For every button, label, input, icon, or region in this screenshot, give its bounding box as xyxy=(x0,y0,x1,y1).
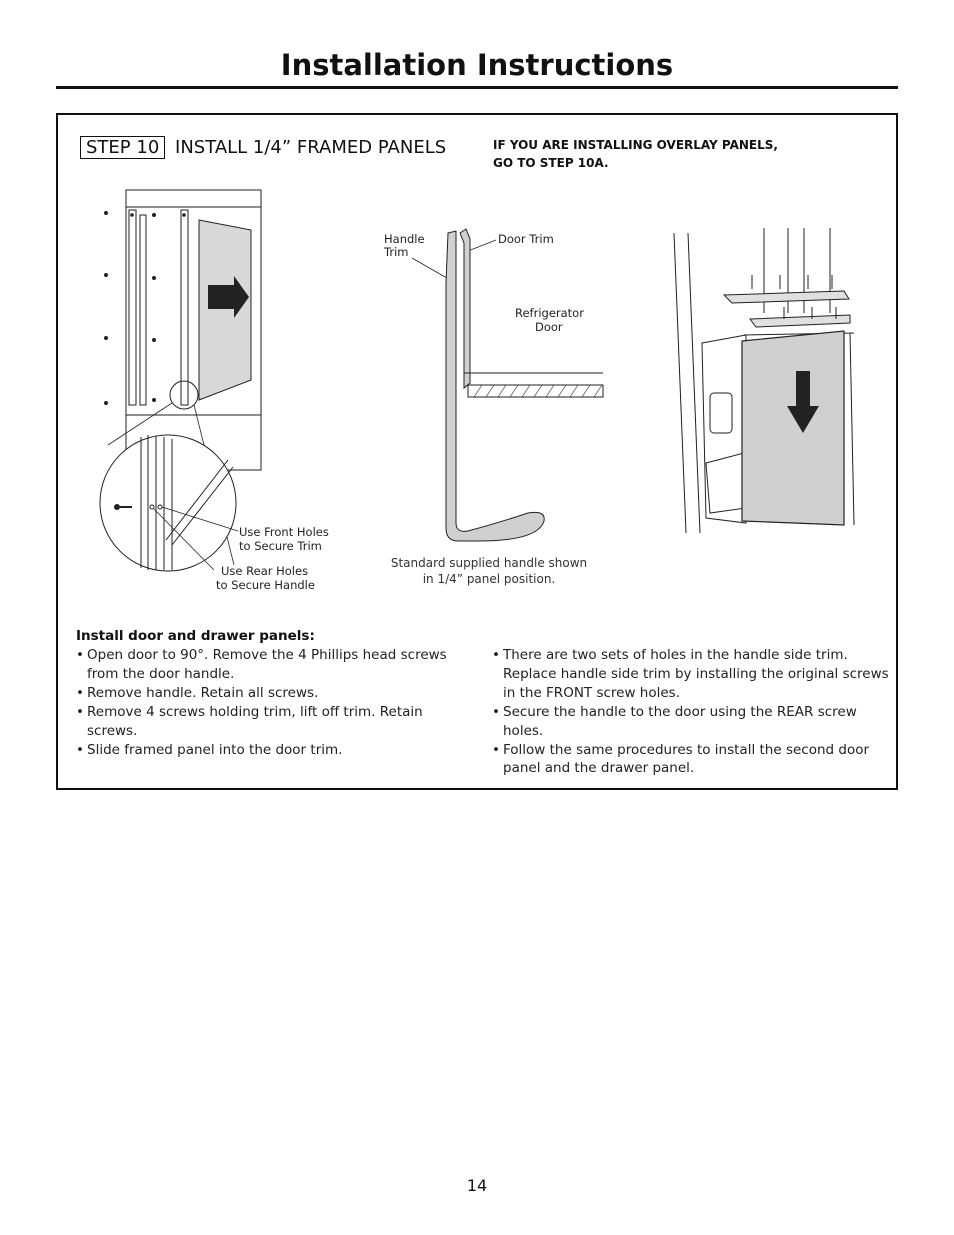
instructions-heading: Install door and drawer panels: xyxy=(76,628,315,644)
instruction-item: • Follow the same procedures to install the second door panel and the drawer panel. xyxy=(492,741,892,779)
handle-caption-line-2: in 1/4” panel position. xyxy=(422,572,556,586)
step-heading xyxy=(80,137,446,158)
callout-rear-holes-line-2: to Secure Handle xyxy=(216,578,315,590)
overlay-note xyxy=(493,136,778,172)
callout-rear-holes-line-1: Use Rear Holes xyxy=(221,564,309,578)
overlay-note-line-2: GO TO STEP 10A. xyxy=(493,156,609,170)
handle-caption-line-1: Standard supplied handle shown xyxy=(390,556,588,570)
figure-door-trim-detail xyxy=(96,185,356,590)
page-number: 14 xyxy=(466,1176,488,1195)
instructions-left-column xyxy=(76,646,476,759)
overlay-note-line-1: IF YOU ARE INSTALLING OVERLAY PANELS, xyxy=(493,138,778,152)
label-handle-trim-line-1: Handle xyxy=(384,232,425,246)
page-title: Installation Instructions xyxy=(280,48,674,82)
label-refrigerator-door-line-2: Door xyxy=(535,320,563,334)
step-badge: STEP 10 xyxy=(80,136,165,159)
instructions-right-column xyxy=(492,646,892,778)
callout-front-holes-line-2: to Secure Trim xyxy=(239,539,322,553)
instruction-item: • Secure the handle to the door using the REAR screw holes. xyxy=(492,703,892,741)
title-rule xyxy=(56,86,898,89)
handle-caption xyxy=(374,555,604,587)
callout-front-holes-line-1: Use Front Holes xyxy=(239,525,329,539)
instruction-item: • Open door to 90°. Remove the 4 Phillips head screws from the door handle. xyxy=(76,646,476,684)
step-title: INSTALL 1/4” FRAMED PANELS xyxy=(175,137,447,158)
figure-drawer-panel xyxy=(664,223,864,553)
label-handle-trim-line-2: Trim xyxy=(384,245,409,259)
instruction-item: • There are two sets of holes in the handle side trim. Replace handle side trim by installing the original screws in the FRONT screw holes. xyxy=(492,646,892,703)
figure-handle-cross-section xyxy=(378,223,618,553)
instruction-item: • Remove 4 screws holding trim, lift off trim. Retain screws. xyxy=(76,703,476,741)
instruction-item: • Remove handle. Retain all screws. xyxy=(76,684,476,703)
label-refrigerator-door-line-1: Refrigerator xyxy=(515,306,584,320)
step-10-box xyxy=(56,113,898,790)
label-door-trim: Door Trim xyxy=(498,232,554,246)
instruction-item: • Slide framed panel into the door trim. xyxy=(76,741,476,760)
